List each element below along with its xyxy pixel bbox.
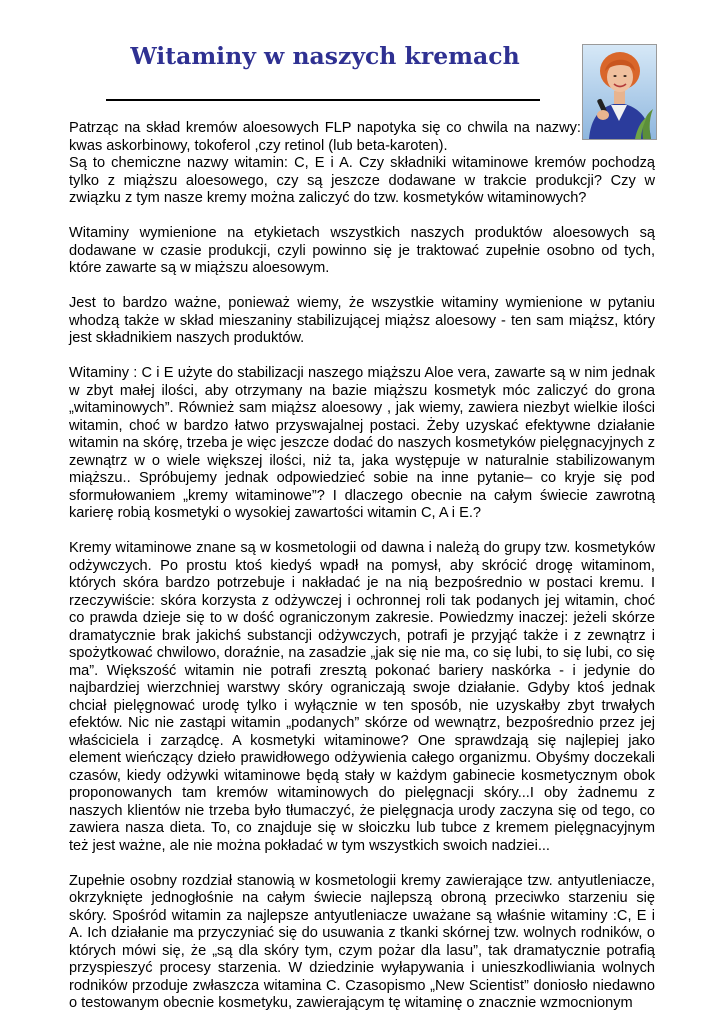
paragraph-intro — [69, 120, 581, 155]
paragraph: Jest to bardzo ważne, ponieważ wiemy, że wszystkie witaminy wymienione w pytaniu whodzą także w skład mieszaniny stabilizującej miąższ aloesowy - ten sam miąższ, który jest składnikiem naszych produktów. — [69, 295, 655, 346]
paragraph: Witaminy : C i E użyte do stabilizacji naszego miąższu Aloe vera, zawarte są w nim jednak w zbyt małej ilości, aby otrzymany na bazie miąższu kosmetyk móc zaliczyć do grona „witaminowych”. Również sam miąższ aloesowy , jak wiemy, zawiera niezbyt wielkie ilości witamin, choć w bardzo łatwo przyswajalnej postaci. Żeby uzyskać efektywne działanie witamin na skórę, trzeba je więc jeszcze dodać do naszych kosmetyków pielęgnacyjnych z zewnątrz w o wiele większej ilości, niż ta, jaka występuje w naturalnie stabilizowanym miąższu.. Spróbujemy jednak odpowiedzieć sobie na inne pytanie– co kryje się pod sformułowaniem „kremy witaminowe”? I dlaczego obecnie na całym świecie zawrotną karierę robią kosmetyki o wysokiej zawartości witamin C, A i E.? — [69, 365, 655, 521]
paragraph-intro-continued: Są to chemiczne nazwy witamin: C, E i A. Czy składniki witaminowe kremów pochodzą tylko z miąższu aloesowego, czy są jeszcze dodawane w trakcie produkcji? Czy w związku z tym nasze kremy można zaliczyć do tzw. kosmetyków witaminowych? — [69, 155, 655, 206]
page-title: Witaminy w naszych kremach — [130, 42, 520, 70]
paragraph-intro-line1: Patrząc na skład kremów aloesowych FLP napotyka się co chwila na nazwy: kwas askorbinowy, tokoferol ,czy retinol (lub beta-karoten). — [69, 120, 581, 154]
paragraph: Witaminy wymienione na etykietach wszystkich naszych produktów aloesowych są dodawane w czasie produkcji, czyli powinno się je traktować zupełnie osobno od tych, które zawarte są w miąższu aloesowym. — [69, 225, 655, 276]
article-body — [69, 120, 655, 1030]
paragraph: Zupełnie osobny rozdział stanowią w kosmetologii kremy zawierające tzw. antyutleniacze, okrzyknięte jednogłośnie na całym świecie najlepszą obroną przeciwko starzeniu się skóry. Spośród witamin za najlepsze antyutleniacze uważane są właśnie witaminy :C, E i A. Ich działanie ma przyczyniać się do usuwania z tkanki skórnej tzw. wolnych rodników, o których mówi się, że „są dla skóry tym, czym pożar dla lasu”, tak dramatycznie potrafią przyspieszyć procesy starzenia. W dziedzinie wyłapywania i unieszkodliwiania wolnych rodników przoduje zwłaszcza witamina C. Czasopismo „New Scientist” doniosło niedawno o testowanym obecnie kosmetyku, zawierającym tę witaminę o znacznie wzmocnionym — [69, 872, 655, 1011]
title-underline — [106, 99, 540, 101]
paragraph: Kremy witaminowe znane są w kosmetologii od dawna i należą do grupy tzw. kosmetyków odżywczych. Po prostu ktoś kiedyś wpadł na pomysł, aby skrócić drogę witaminom, których skóra bardzo potrzebuje i nakładać je na nią bezpośrednio w postaci kremu. I rzeczywiście: skóra korzysta z odżywczej i ochronnej roli tak podanych jej witamin, choć co prawda dzieje się to w dość ograniczonym zakresie. Powiedzmy inaczej: jeżeli skórze dramatycznie brak jakichś substancji odżywczych, potrafi je przyjąć także i z zewnątrz i spożytkować chwilowo, doraźnie, na zasadzie „jak się nie ma, co się lubi, to się lubi, co się ma”. Większość witamin nie potrafi zresztą pokonać bariery naskórka - i jedynie do najbardziej wierzchniej warstwy skóry ograniczają swoje działanie. Gdyby ktoś jednak chciał pielęgnować urodę tylko i wyłącznie w ten sposób, nie uzyskałby zbyt trwałych efektów. Nic nie zastąpi witamin „podanych” skórze od wewnątrz, bezpośrednio przez jej właściciela i zarządcę. A kosmetyki witaminowe? One sprawdzają się najlepiej jako element wieńczący dzieło prawidłowego odżywienia całego organizmu. Obyśmy doczekali czasów, kiedy odżywki witaminowe będą stały w każdym gabinecie kosmetycznym obok proponowanych tam kremów witaminowych do pielęgnacji skóry...I oby żadnemu z naszych klientów nie trzeba było tłumaczyć, że pielęgnacja urody zaczyna się od tego, co zawiera nasza dieta. To, co znajduje się w słoiczku lub tubce z kremem pielęgnacyjnym też jest ważne, ale nie można pokładać w tym wszystkich swoich nadziei... — [69, 540, 655, 854]
